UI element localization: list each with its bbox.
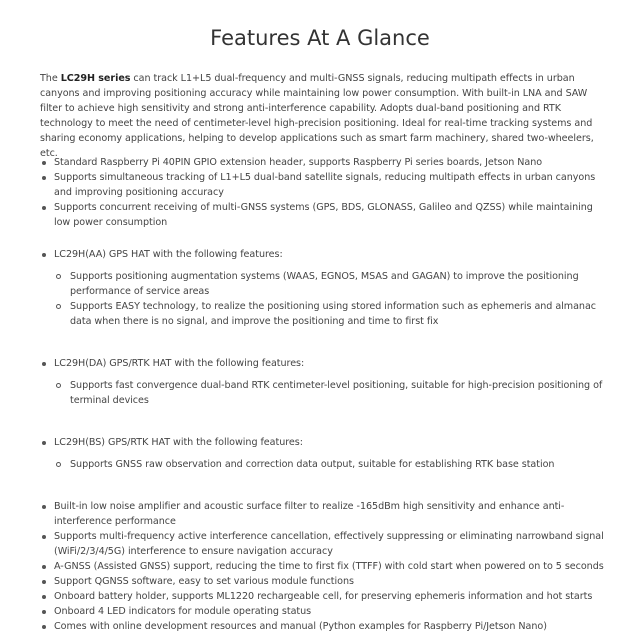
feature-item: Built-in low noise amplifier and acoustic surface filter to realize -165dBm high sensitivity and enhance anti-interference performance — [40, 499, 605, 529]
hat-section-da — [40, 356, 605, 408]
hat-feature-list — [54, 269, 605, 329]
intro-prefix: The — [40, 73, 61, 84]
feature-item: Comes with online development resources and manual (Python examples for Raspberry Pi/Jetson Nano) — [40, 619, 605, 634]
hat-section-aa — [40, 247, 605, 329]
hat-heading: LC29H(BS) GPS/RTK HAT with the following features: — [54, 437, 303, 448]
hat-heading: LC29H(DA) GPS/RTK HAT with the following features: — [54, 358, 305, 369]
feature-item: Supports concurrent receiving of multi-GNSS systems (GPS, BDS, GLONASS, Galileo and QZSS) while maintaining low power consumption — [40, 200, 605, 230]
hat-feature-item: Supports positioning augmentation systems (WAAS, EGNOS, MSAS and GAGAN) to improve the positioning performance of service areas — [54, 269, 605, 299]
feature-item: Onboard battery holder, supports ML1220 rechargeable cell, for preserving ephemeris information and hot starts — [40, 589, 605, 604]
page-title: Features At A Glance — [210, 26, 430, 50]
hat-feature-list — [54, 457, 605, 472]
hat-feature-item: Supports fast convergence dual-band RTK centimeter-level positioning, suitable for high-precision positioning of terminal devices — [54, 378, 605, 408]
intro-text: can track L1+L5 dual-frequency and multi-GNSS signals, reducing multipath effects in urban canyons and improving positioning accuracy while maintaining low power consumption. With built-in LNA and SAW filter to achieve high sensitivity and strong anti-interference capability. Adopts dual-band positioning and RTK technology to meet the need of centimeter-level high-precision positioning. Ideal for real-time tracking systems and sharing economy applications, helping to develop applications such as smart farm machinery, shared two-wheelers, etc. — [40, 73, 594, 159]
feature-item: Supports multi-frequency active interference cancellation, effectively suppressing or eliminating narrowband signal (WiFi/2/3/4/5G) interference to ensure navigation accuracy — [40, 529, 605, 559]
hat-feature-item: Supports EASY technology, to realize the positioning using stored information such as ephemeris and almanac data when there is no signal, and improve the positioning and time to first fix — [54, 299, 605, 329]
feature-item: Onboard 4 LED indicators for module operating status — [40, 604, 605, 619]
product-name: LC29H series — [60, 73, 131, 84]
feature-item: Support QGNSS software, easy to set various module functions — [40, 574, 605, 589]
feature-item: Supports simultaneous tracking of L1+L5 dual-band satellite signals, reducing multipath effects in urban canyons and improving positioning accuracy — [40, 170, 605, 200]
hat-feature-item: Supports GNSS raw observation and correction data output, suitable for establishing RTK base station — [54, 457, 605, 472]
feature-item: Standard Raspberry Pi 40PIN GPIO extension header, supports Raspberry Pi series boards, Jetson Nano — [40, 155, 605, 170]
hat-heading: LC29H(AA) GPS HAT with the following features: — [54, 249, 283, 260]
intro-paragraph — [40, 71, 600, 161]
feature-item: A-GNSS (Assisted GNSS) support, reducing the time to first fix (TTFF) with cold start when powered on to 5 seconds — [40, 559, 605, 574]
feature-list — [40, 155, 605, 634]
hat-feature-list — [54, 378, 605, 408]
hat-section-bs — [40, 435, 605, 472]
